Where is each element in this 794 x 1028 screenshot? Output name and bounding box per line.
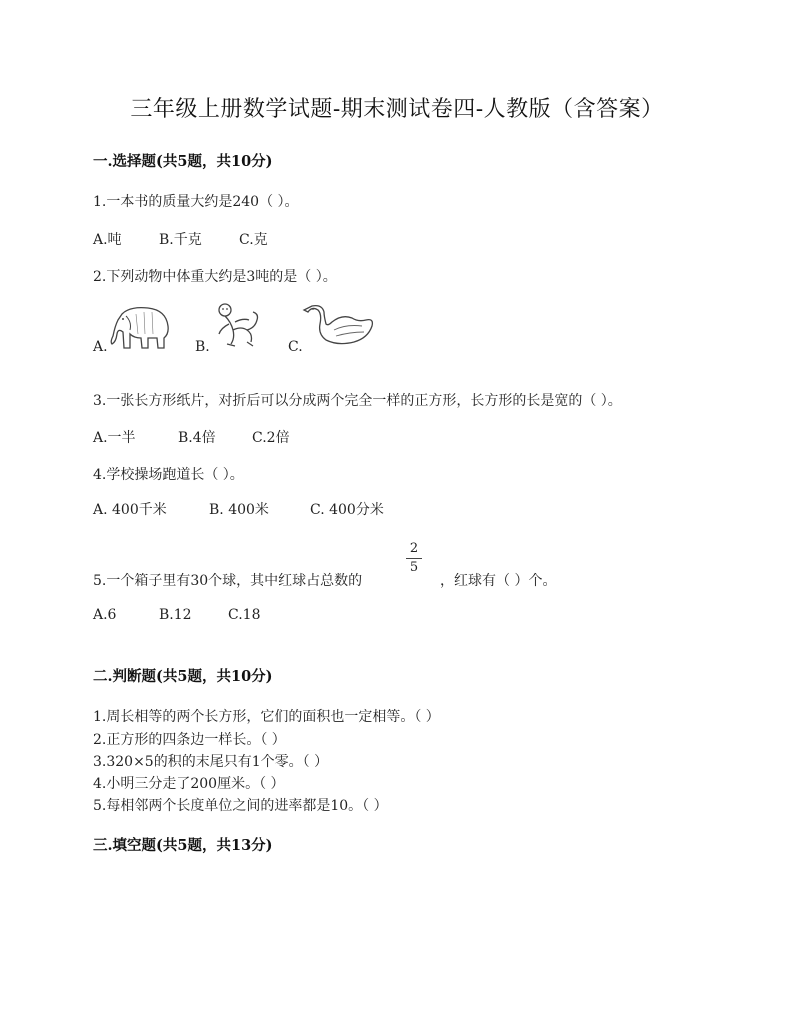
q3-option-c: C.2倍 <box>252 430 290 446</box>
q5-fraction <box>406 542 422 575</box>
q4-option-c: C. 400分米 <box>310 502 384 518</box>
judge-item-2: 2.正方形的四条边一样长。（ ） <box>93 732 286 748</box>
q5-option-a: A.6 <box>93 607 117 623</box>
q2-option-c: C. <box>288 339 303 355</box>
q3-option-b: B.4倍 <box>178 430 216 446</box>
question-5-text: 5.一个箱子里有30个球，其中红球占总数的 <box>93 573 363 589</box>
question-3: 3.一张长方形纸片，对折后可以分成两个完全一样的正方形，长方形的长是宽的（ ）。 <box>93 393 622 409</box>
page-title: 三年级上册数学试题-期末测试卷四-人教版（含答案） <box>130 97 664 122</box>
monkey-icon <box>213 300 261 350</box>
q3-option-a: A.一半 <box>93 430 136 446</box>
elephant-icon <box>108 304 172 350</box>
swan-icon <box>302 304 376 348</box>
section-heading-choice: 一.选择题(共5题，共10分) <box>93 153 273 170</box>
fraction-bar <box>406 558 422 559</box>
q4-option-a: A. 400千米 <box>93 502 167 518</box>
question-1: 1.一本书的质量大约是240（ ）。 <box>93 194 299 210</box>
q2-option-b: B. <box>195 339 210 355</box>
fraction-denominator: 5 <box>409 560 419 575</box>
q4-option-b: B. 400米 <box>209 502 269 518</box>
question-4: 4.学校操场跑道长（ ）。 <box>93 467 244 483</box>
section-heading-fill: 三.填空题(共5题，共13分) <box>93 837 273 854</box>
q1-option-b: B.千克 <box>159 232 202 248</box>
q1-option-c: C.克 <box>239 232 268 248</box>
judge-item-4: 4.小明三分走了200厘米。（ ） <box>93 776 285 792</box>
q1-option-a: A.吨 <box>93 232 122 248</box>
question-2: 2.下列动物中体重大约是3吨的是（ ）。 <box>93 269 337 285</box>
q5-option-c: C.18 <box>228 607 261 623</box>
fraction-numerator: 2 <box>409 541 419 556</box>
section-heading-judge: 二.判断题(共5题，共10分) <box>93 668 273 685</box>
judge-item-3: 3.320×5的积的末尾只有1个零。（ ） <box>93 754 329 770</box>
judge-item-5: 5.每相邻两个长度单位之间的进率都是10。（ ） <box>93 798 388 814</box>
q5-option-b: B.12 <box>159 607 192 623</box>
question-5-tail: ，红球有（ ）个。 <box>440 573 557 589</box>
judge-item-1: 1.周长相等的两个长方形，它们的面积也一定相等。（ ） <box>93 709 440 725</box>
q2-option-a: A. <box>93 339 108 355</box>
